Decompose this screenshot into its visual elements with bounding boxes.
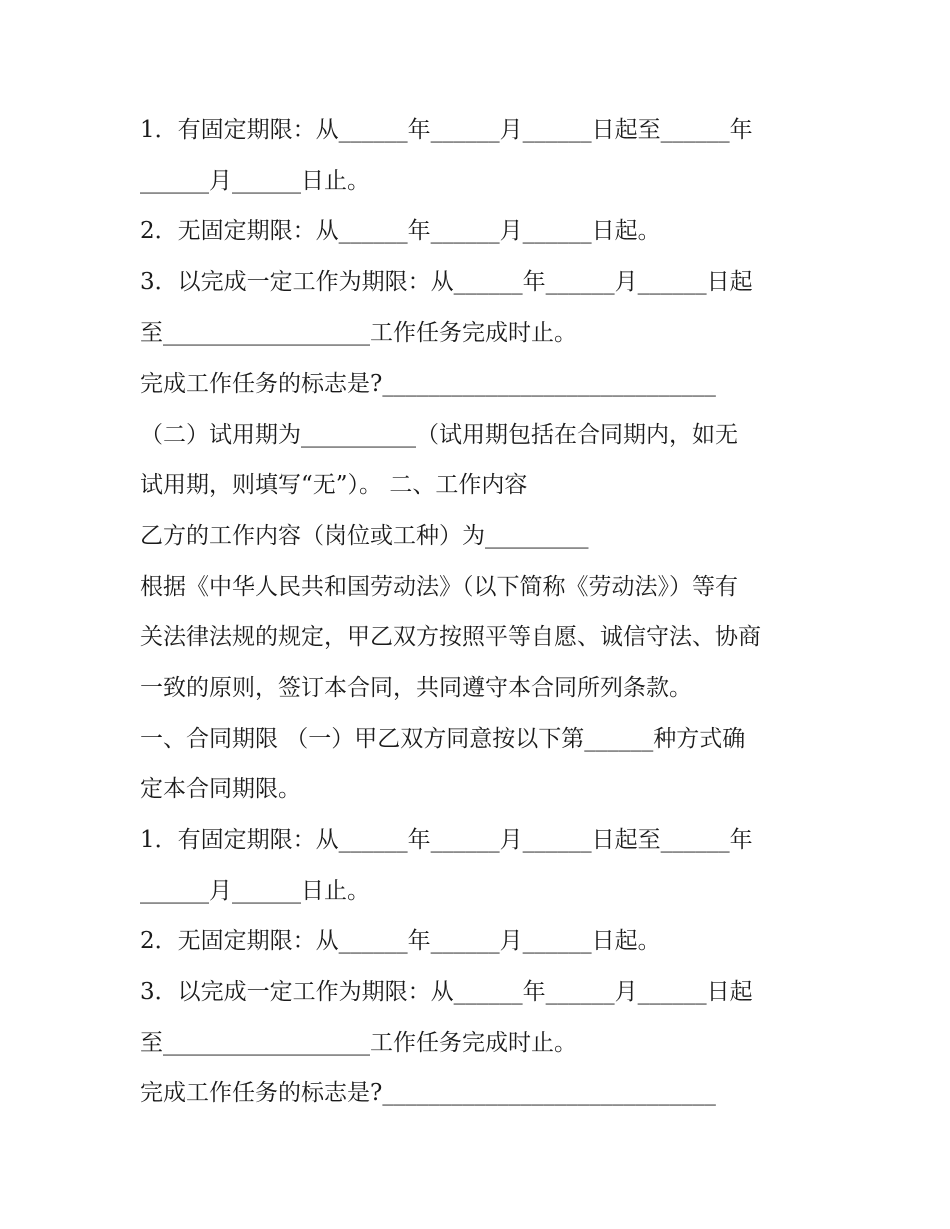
text-line: 试用期，则填写“无”）。 二、工作内容 [140, 472, 528, 498]
text-line: 关法律法规的规定，甲乙双方按照平等自愿、诚信守法、协商 [140, 624, 761, 650]
text-line: 3．以完成一定工作为期限：从______年______月______日起 [140, 269, 753, 295]
text-line: 一、合同期限 （一）甲乙双方同意按以下第______种方式确 [140, 726, 746, 752]
text-line: 完成工作任务的标志是?_____________________________ [140, 1080, 716, 1106]
text-line: 1．有固定期限：从______年______月______日起至______年 [140, 117, 753, 143]
text-line: 乙方的工作内容（岗位或工种）为_________ [140, 523, 589, 549]
text-line: 根据《中华人民共和国劳动法》（以下简称《劳动法》）等有 [140, 574, 738, 600]
text-line: 至__________________工作任务完成时止。 [140, 1030, 577, 1056]
text-line: ______月______日止。 [140, 878, 370, 904]
text-line: 1．有固定期限：从______年______月______日起至______年 [140, 827, 753, 853]
text-line: 完成工作任务的标志是?_____________________________ [140, 371, 716, 397]
text-line: 2．无固定期限：从______年______月______日起。 [140, 218, 661, 244]
text-line: （二）试用期为__________（试用期包括在合同期内，如无 [140, 422, 738, 448]
text-line: ______月______日止。 [140, 168, 370, 194]
text-line: 2．无固定期限：从______年______月______日起。 [140, 928, 661, 954]
text-line: 定本合同期限。 [140, 776, 301, 802]
text-line: 一致的原则，签订本合同，共同遵守本合同所列条款。 [140, 675, 692, 701]
text-line: 3．以完成一定工作为期限：从______年______月______日起 [140, 979, 753, 1005]
text-line: 至__________________工作任务完成时止。 [140, 320, 577, 346]
